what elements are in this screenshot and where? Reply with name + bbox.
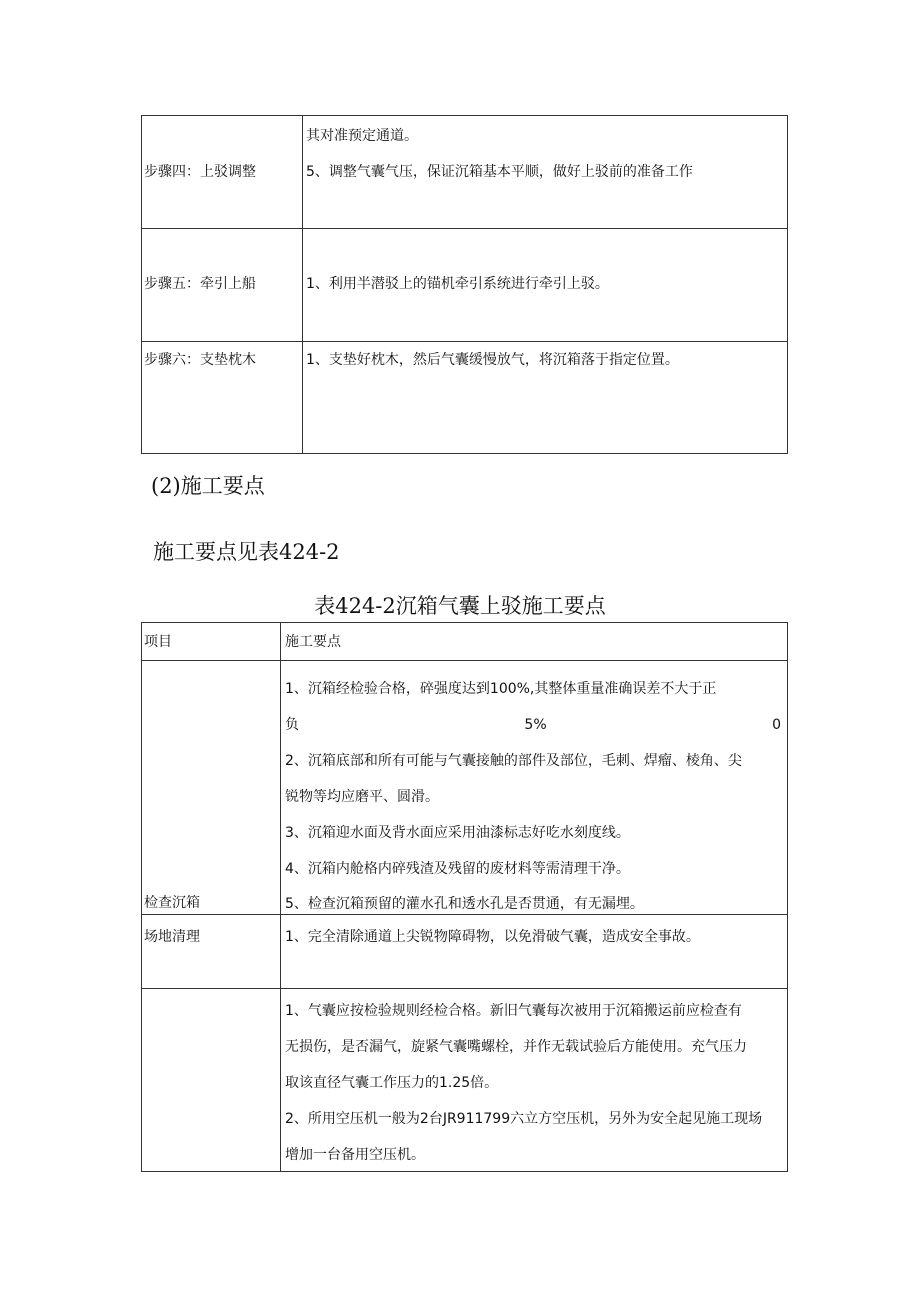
point-line: 1、完全清除通道上尖锐物障碍物，以免滑破气囊，造成安全事故。 bbox=[285, 929, 700, 945]
step-label-cell bbox=[142, 342, 303, 454]
table-caption: 表424-2沉箱气囊上驳施工要点 bbox=[314, 594, 606, 618]
header-item: 项目 bbox=[144, 634, 172, 650]
table-row bbox=[142, 229, 788, 342]
table-header-row bbox=[142, 623, 788, 661]
points-cell bbox=[281, 989, 788, 1172]
item-cell bbox=[142, 989, 281, 1172]
item-cell bbox=[142, 915, 281, 989]
step-label-cell bbox=[142, 229, 303, 342]
point-line: 2、所用空压机一般为2台JR911799六立方空压机，另外为安全起见施工现场 bbox=[285, 1111, 763, 1127]
header-points: 施工要点 bbox=[285, 634, 341, 650]
step-line: 5、调整气囊气压，保证沉箱基本平顺，做好上驳前的准备工作 bbox=[306, 164, 693, 180]
point-line: 5、检查沉箱预留的灌水孔和透水孔是否贯通，有无漏埋。 bbox=[285, 896, 644, 912]
points-cell bbox=[281, 915, 788, 989]
point-line: 取该直径气囊工作压力的1.25倍。 bbox=[285, 1075, 499, 1091]
item-label: 场地清理 bbox=[144, 929, 200, 945]
point-line-justified bbox=[285, 715, 781, 735]
step-content-cell bbox=[303, 116, 788, 229]
table-row bbox=[142, 116, 788, 229]
header-cell-points bbox=[281, 623, 788, 661]
point-line: 增加一台备用空压机。 bbox=[285, 1147, 425, 1163]
table-row bbox=[142, 661, 788, 915]
step-content-cell bbox=[303, 229, 788, 342]
point-word: 负 bbox=[285, 717, 299, 733]
item-label: 检查沉箱 bbox=[144, 895, 200, 911]
step-label: 步骤四：上驳调整 bbox=[144, 164, 256, 180]
table-row bbox=[142, 342, 788, 454]
header-cell-item bbox=[142, 623, 281, 661]
point-line: 1、沉箱经检验合格，碎强度达到100%,其整体重量准确误差不大于正 bbox=[285, 681, 717, 697]
point-value: 0 bbox=[772, 717, 781, 733]
step-line: 1、支垫好枕木，然后气囊缓慢放气，将沉箱落于指定位置。 bbox=[306, 352, 679, 368]
step-label: 步骤六：支垫枕木 bbox=[144, 352, 256, 368]
point-value: 5% bbox=[524, 717, 547, 733]
points-table bbox=[141, 622, 788, 1172]
point-line: 3、沉箱迎水面及背水面应采用油漆标志好吃水刻度线。 bbox=[285, 825, 630, 841]
points-cell bbox=[281, 661, 788, 915]
section-heading: (2)施工要点 bbox=[151, 474, 265, 498]
steps-table bbox=[141, 115, 788, 454]
point-line: 1、气囊应按检验规则经检合格。新旧气囊每次被用于沉箱搬运前应检查有 bbox=[285, 1003, 742, 1019]
point-line: 无损伤，是否漏气，旋紧气囊嘴螺栓，并作无载试验后方能使用。充气压力 bbox=[285, 1039, 747, 1055]
step-label-cell bbox=[142, 116, 303, 229]
item-cell bbox=[142, 661, 281, 915]
step-line: 其对准预定通道。 bbox=[306, 128, 418, 144]
table-row bbox=[142, 915, 788, 989]
step-line: 1、利用半潜驳上的锚机牵引系统进行牵引上驳。 bbox=[306, 276, 609, 292]
step-content-cell bbox=[303, 342, 788, 454]
point-line: 2、沉箱底部和所有可能与气囊接触的部件及部位，毛刺、焊瘤、棱角、尖 bbox=[285, 753, 742, 769]
step-label: 步骤五：牵引上船 bbox=[144, 276, 256, 292]
point-line: 4、沉箱内舱格内碎残渣及残留的废材料等需清理干净。 bbox=[285, 861, 630, 877]
table-row bbox=[142, 989, 788, 1172]
point-line: 锐物等均应磨平、圆滑。 bbox=[285, 789, 439, 805]
intro-text: 施工要点见表424-2 bbox=[153, 540, 340, 564]
